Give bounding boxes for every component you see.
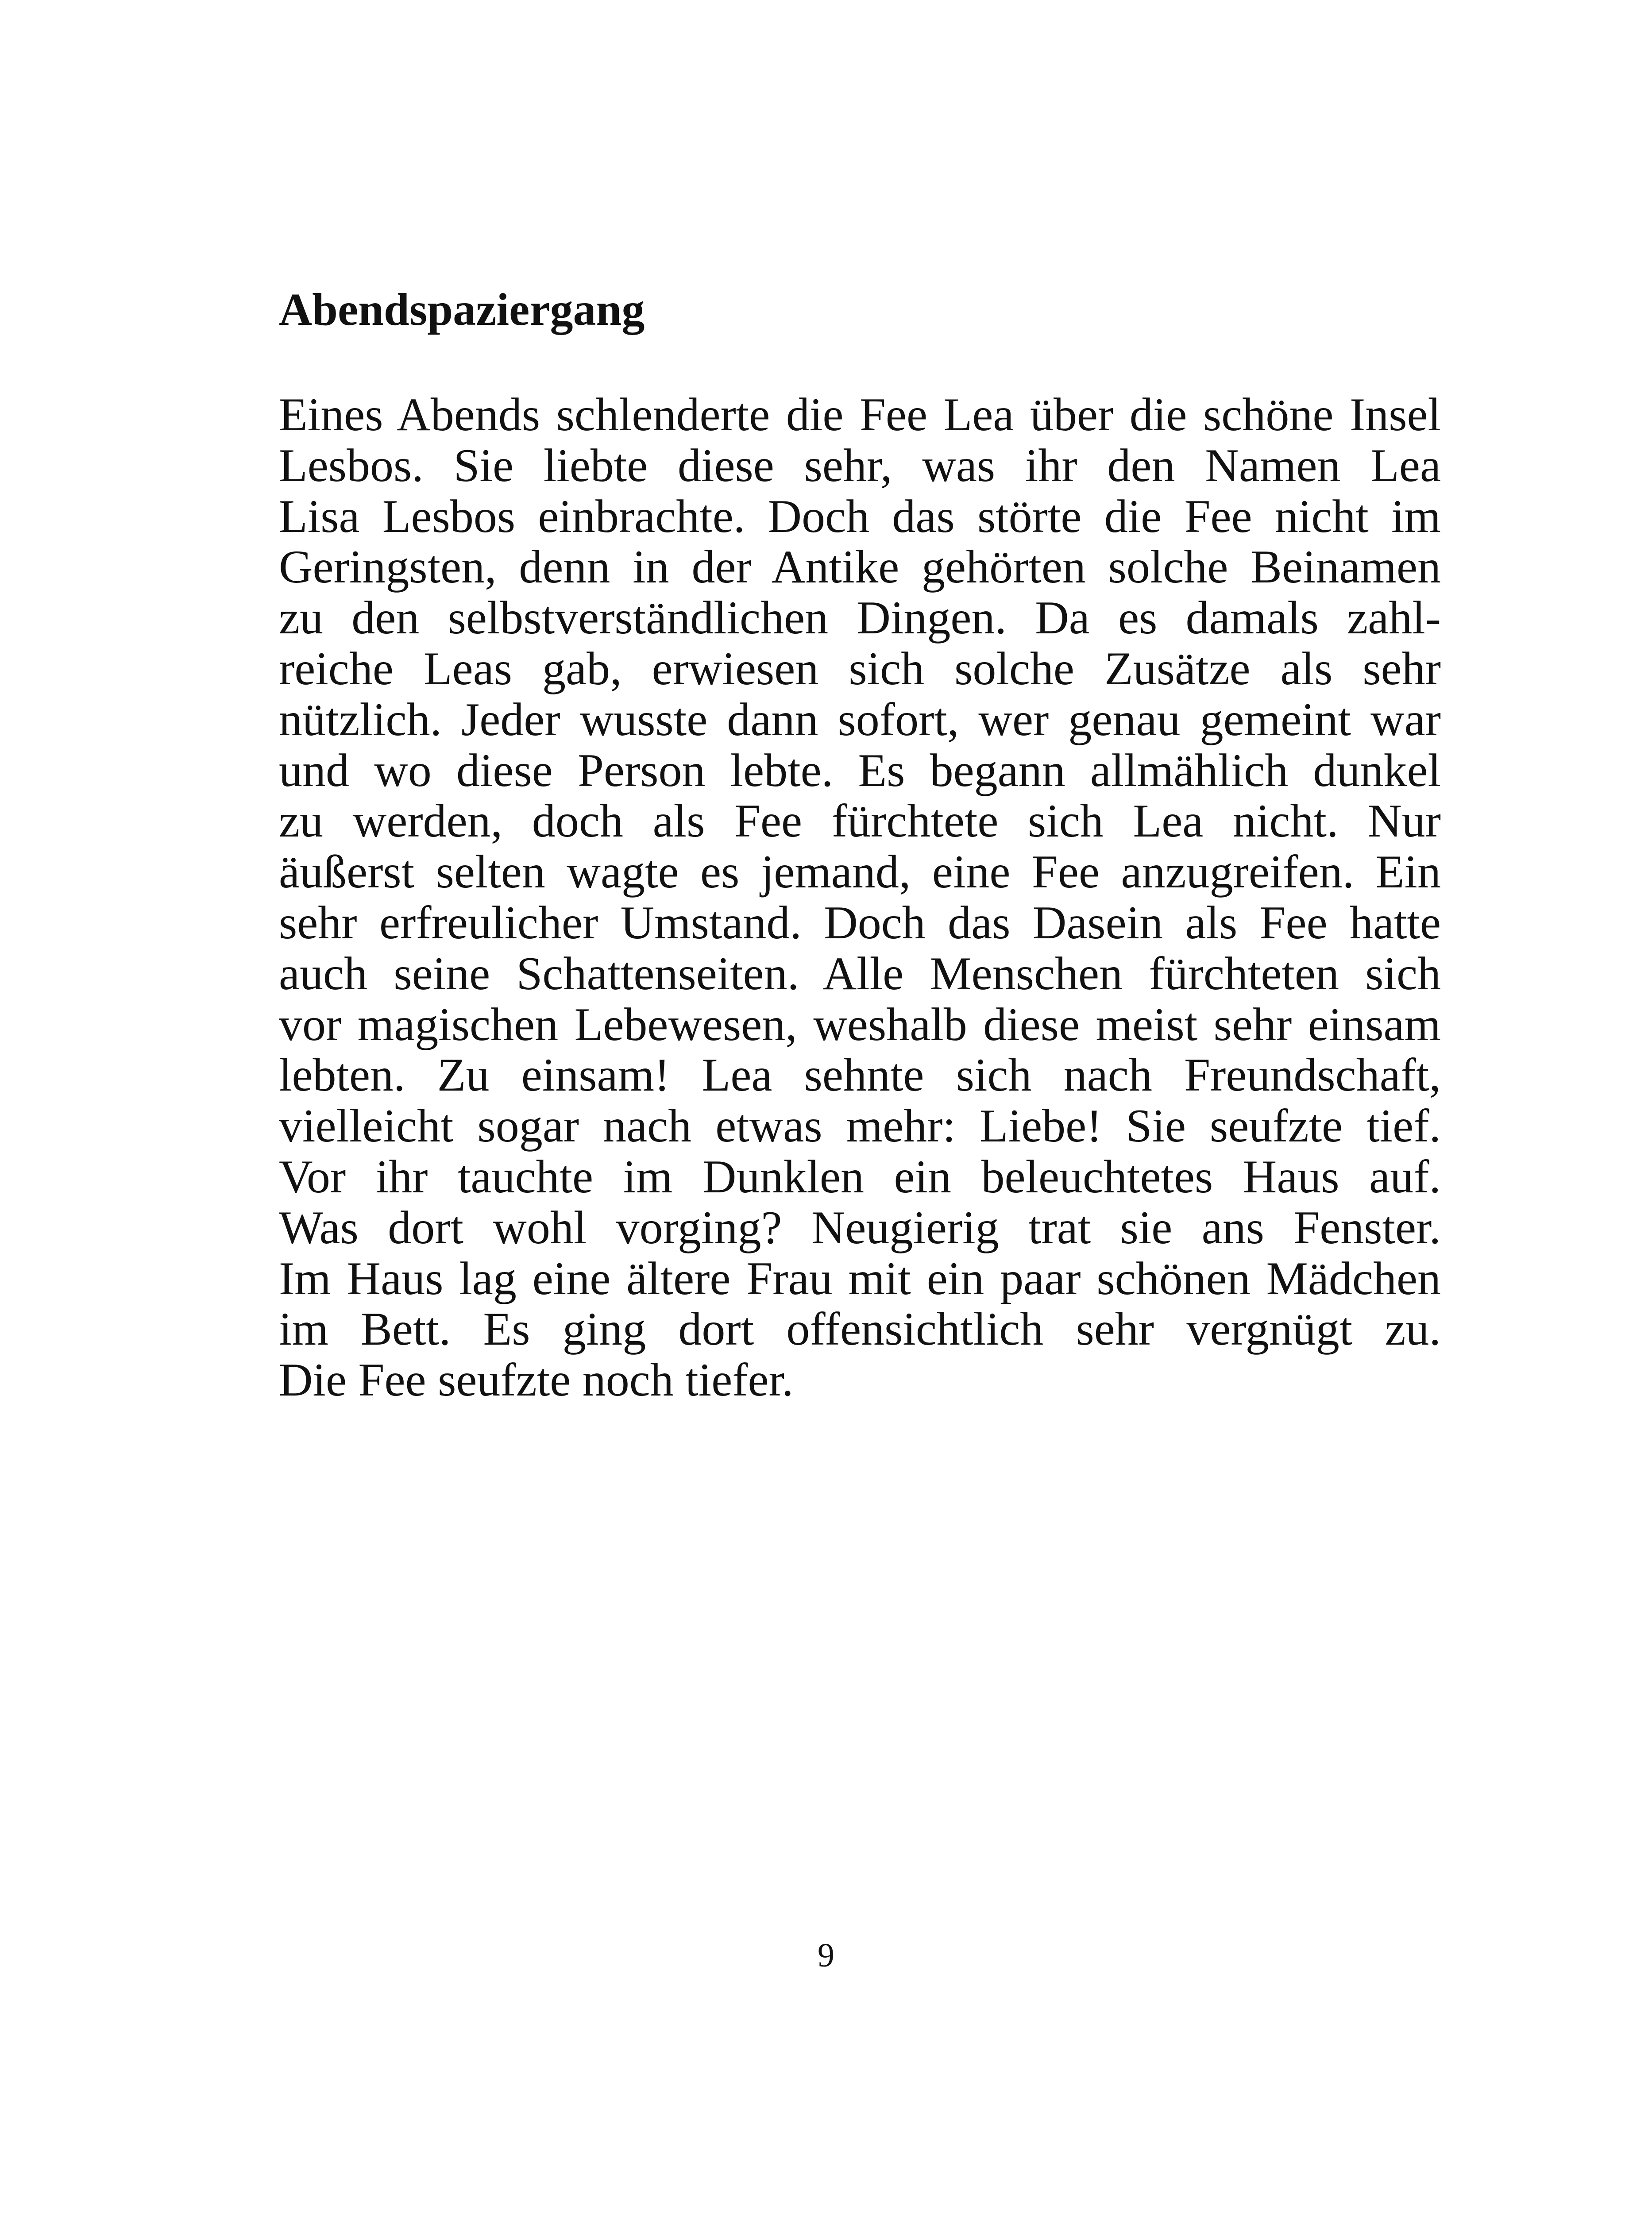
text-line: Was dort wohl vorging? Neugierig trat sie ans Fenster. xyxy=(279,1202,1441,1253)
chapter-title: Abendspaziergang xyxy=(279,284,645,335)
text-line: Im Haus lag eine ältere Frau mit ein paar schönen Mädchen xyxy=(279,1253,1441,1304)
text-line: Die Fee seufzte noch tiefer. xyxy=(279,1355,794,1406)
text-line: zu den selbstverständlichen Dingen. Da es damals zahl- xyxy=(279,593,1441,644)
text-line: im Bett. Es ging dort offensichtlich sehr vergnügt zu. xyxy=(279,1304,1441,1355)
text-line: lebten. Zu einsam! Lea sehnte sich nach Freundschaft, xyxy=(279,1050,1441,1101)
text-line: zu werden, doch als Fee fürchtete sich Lea nicht. Nur xyxy=(279,796,1441,847)
text-line: Vor ihr tauchte im Dunklen ein beleuchtetes Haus auf. xyxy=(279,1151,1441,1203)
text-line: sehr erfreulicher Umstand. Doch das Dasein als Fee hatte xyxy=(279,897,1441,948)
page-number: 9 xyxy=(818,1937,834,1974)
text-line: äußerst selten wagte es jemand, eine Fee anzugreifen. Ein xyxy=(279,847,1441,898)
text-line: Lisa Lesbos einbrachte. Doch das störte die Fee nicht im xyxy=(279,491,1441,542)
text-line: Lesbos. Sie liebte diese sehr, was ihr den Namen Lea xyxy=(279,440,1441,491)
text-line: nützlich. Jeder wusste dann sofort, wer genau gemeint war xyxy=(279,694,1441,745)
text-line: auch seine Schattenseiten. Alle Menschen fürchteten sich xyxy=(279,948,1441,999)
text-line: reiche Leas gab, erwiesen sich solche Zusätze als sehr xyxy=(279,643,1441,694)
text-line: vielleicht sogar nach etwas mehr: Liebe! Sie seufzte tief. xyxy=(279,1101,1441,1152)
text-line: Eines Abends schlenderte die Fee Lea über die schöne Insel xyxy=(279,389,1441,440)
text-line: und wo diese Person lebte. Es begann allmählich dunkel xyxy=(279,745,1441,796)
body-paragraph xyxy=(279,389,1441,1406)
text-line: Geringsten, denn in der Antike gehörten solche Beinamen xyxy=(279,542,1441,593)
text-line: vor magischen Lebewesen, weshalb diese meist sehr einsam xyxy=(279,999,1441,1050)
